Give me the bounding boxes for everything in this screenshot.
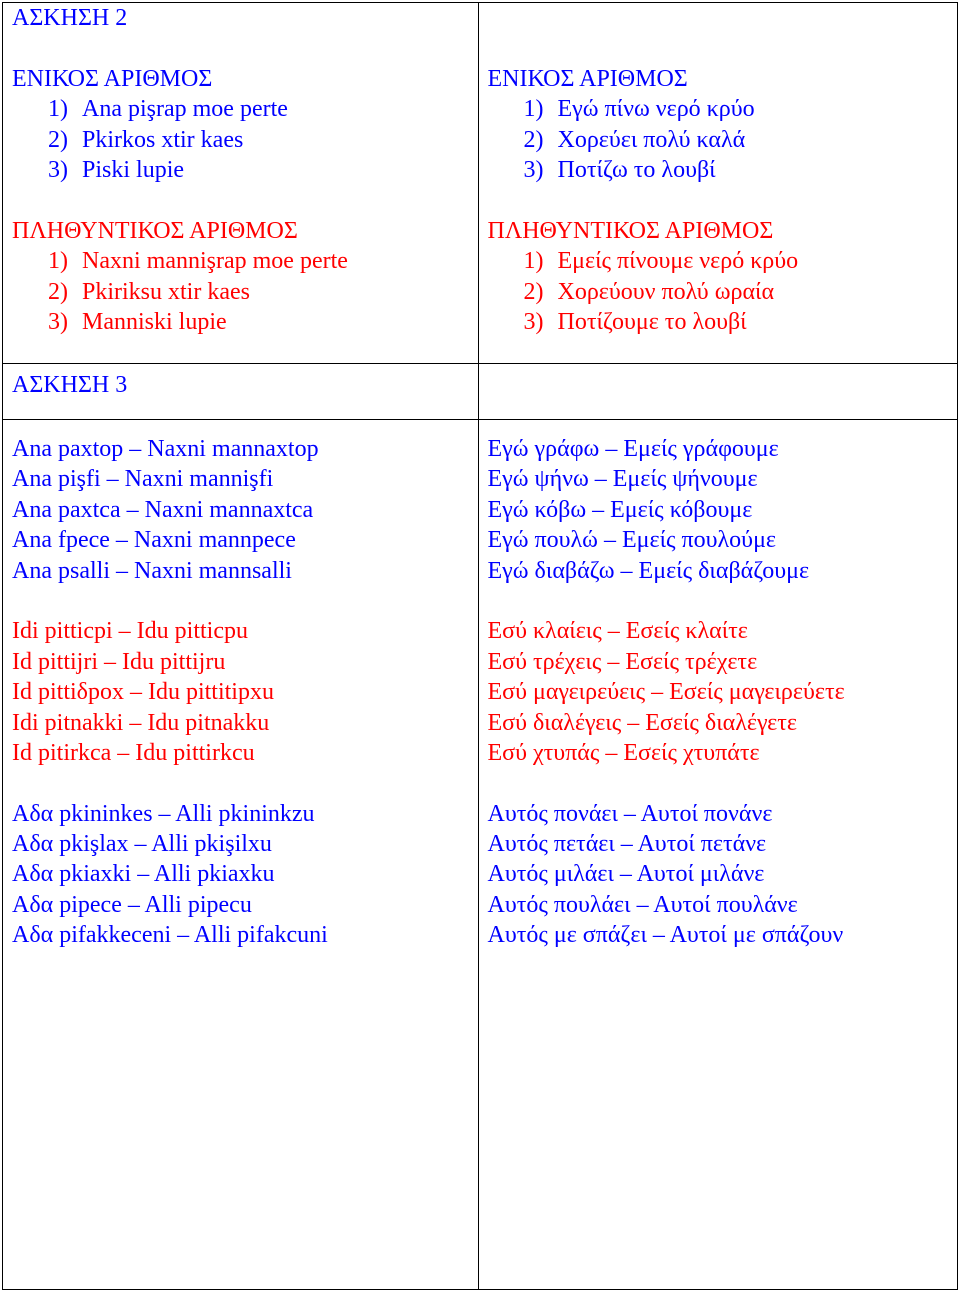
exercise3-row	[3, 420, 958, 1290]
exercise2-right-plural-heading: ΠΛΗΘΥΝΤΙΚΟΣ ΑΡΙΘΜΟΣ	[487, 217, 774, 244]
list-item: Εσύ κλαίεις – Εσείς κλαίτε	[487, 618, 748, 645]
list-item: Αδα pkininkes – Alli pkininkzu	[12, 800, 315, 827]
exercise2-right-cell	[479, 3, 958, 364]
exercise2-row	[3, 3, 958, 364]
list-item: Εσύ μαγειρεύεις – Εσείς μαγειρεύετε	[487, 679, 845, 706]
list-item: Εσύ χτυπάς – Εσείς χτυπάτε	[487, 739, 760, 766]
list-item: Αδα pkiaxki – Alli pkiaxku	[12, 861, 275, 888]
list-item: 1) Εμείς πίνουμε νερό κρύο	[523, 248, 799, 275]
list-item: 3) Ποτίζω το λουβί	[523, 156, 716, 183]
exercise3-right-cell	[479, 420, 958, 1290]
exercise3-right-group-2	[487, 616, 953, 768]
list-item: 3) Manniski lupie	[48, 308, 227, 335]
list-item: Id pitirkca – Idu pittirkcu	[12, 739, 255, 766]
list-item: 1) Naxni mannişrap moe perte	[48, 248, 348, 275]
exercise3-title-right-cell	[479, 364, 958, 420]
list-item: Ana psalli – Naxni mannsalli	[12, 557, 292, 584]
exercise3-title: ΑΣΚΗΣΗ 3	[12, 372, 128, 398]
list-item: Ana paxtop – Naxni mannaxtop	[12, 436, 319, 462]
exercise3-title-row	[3, 364, 958, 420]
list-item: Εγώ ψήνω – Εμείς ψήνουμε	[487, 466, 758, 493]
list-item: 3) Ποτίζουμε το λουβί	[523, 308, 747, 335]
list-item: 2) Χορεύουν πολύ ωραία	[523, 278, 775, 305]
exercise2-left-plural-list	[12, 246, 474, 337]
list-item: 1) Ana pişrap moe perte	[48, 96, 288, 123]
exercise2-left-singular-list	[12, 94, 474, 185]
list-item: Αδα pifakkeceni – Alli pifakcuni	[12, 922, 328, 949]
exercise2-left-plural-heading: ΠΛΗΘΥΝΤΙΚΟΣ ΑΡΙΘΜΟΣ	[12, 217, 298, 244]
list-item: Εσύ διαλέγεις – Εσείς διαλέγετε	[487, 709, 797, 736]
exercise3-left-group-1	[12, 434, 474, 586]
exercise-table	[2, 2, 958, 1290]
list-item: 2) Pkiriksu xtir kaes	[48, 278, 250, 305]
list-item: Ana fpece – Naxni mannpece	[12, 527, 296, 554]
list-item: Αυτός πουλάει – Αυτοί πουλάνε	[487, 891, 798, 918]
exercise2-right-singular-list	[487, 94, 953, 185]
list-item: Αυτός μιλάει – Αυτοί μιλάνε	[487, 861, 765, 888]
list-item: 2) Χορεύει πολύ καλά	[523, 126, 746, 153]
exercise3-right-group-1	[487, 434, 953, 586]
exercise2-title: ΑΣΚΗΣΗ 2	[12, 5, 128, 31]
list-item: 3) Piski lupie	[48, 156, 185, 183]
list-item: Εγώ πουλώ – Εμείς πουλούμε	[487, 527, 777, 554]
exercise3-title-cell	[3, 364, 479, 420]
exercise2-left-cell	[3, 3, 479, 364]
list-item: Ana paxtca – Naxni mannaxtca	[12, 496, 314, 523]
exercise3-left-group-2	[12, 616, 474, 768]
list-item: Id pittiδpox – Idu pittitipxu	[12, 679, 274, 706]
list-item: Αυτός με σπάζει – Αυτοί με σπάζουν	[487, 922, 844, 949]
list-item: 1) Εγώ πίνω νερό κρύο	[523, 96, 755, 123]
list-item: Εγώ γράφω – Εμείς γράφουμε	[487, 436, 779, 462]
exercise3-left-group-3	[12, 799, 474, 951]
list-item: 2) Pkirkos xtir kaes	[48, 126, 244, 153]
exercise3-right-group-3	[487, 799, 953, 951]
list-item: Εγώ κόβω – Εμείς κόβουμε	[487, 496, 753, 523]
list-item: Αδα pkişlax – Alli pkişilxu	[12, 831, 272, 858]
list-item: Εσύ τρέχεις – Εσείς τρέχετε	[487, 648, 758, 675]
exercise2-left-singular-heading: ΕΝΙΚΟΣ ΑΡΙΘΜΟΣ	[12, 65, 213, 92]
list-item: Αυτός πετάει – Αυτοί πετάνε	[487, 831, 767, 858]
list-item: Idi pitticpi – Idu pitticpu	[12, 618, 248, 645]
list-item: Αυτός πονάει – Αυτοί πονάνε	[487, 800, 773, 827]
list-item: Εγώ διαβάζω – Εμείς διαβάζουμε	[487, 557, 810, 584]
list-item: Αδα pipece – Alli pipecu	[12, 891, 252, 918]
exercise2-right-singular-heading: ΕΝΙΚΟΣ ΑΡΙΘΜΟΣ	[487, 65, 688, 92]
exercise2-right-plural-list	[487, 246, 953, 337]
exercise3-left-cell	[3, 420, 479, 1290]
list-item: Ana pişfi – Naxni mannişfi	[12, 466, 274, 493]
list-item: Id pittijri – Idu pittijru	[12, 648, 226, 675]
list-item: Idi pitnakki – Idu pitnakku	[12, 709, 270, 736]
